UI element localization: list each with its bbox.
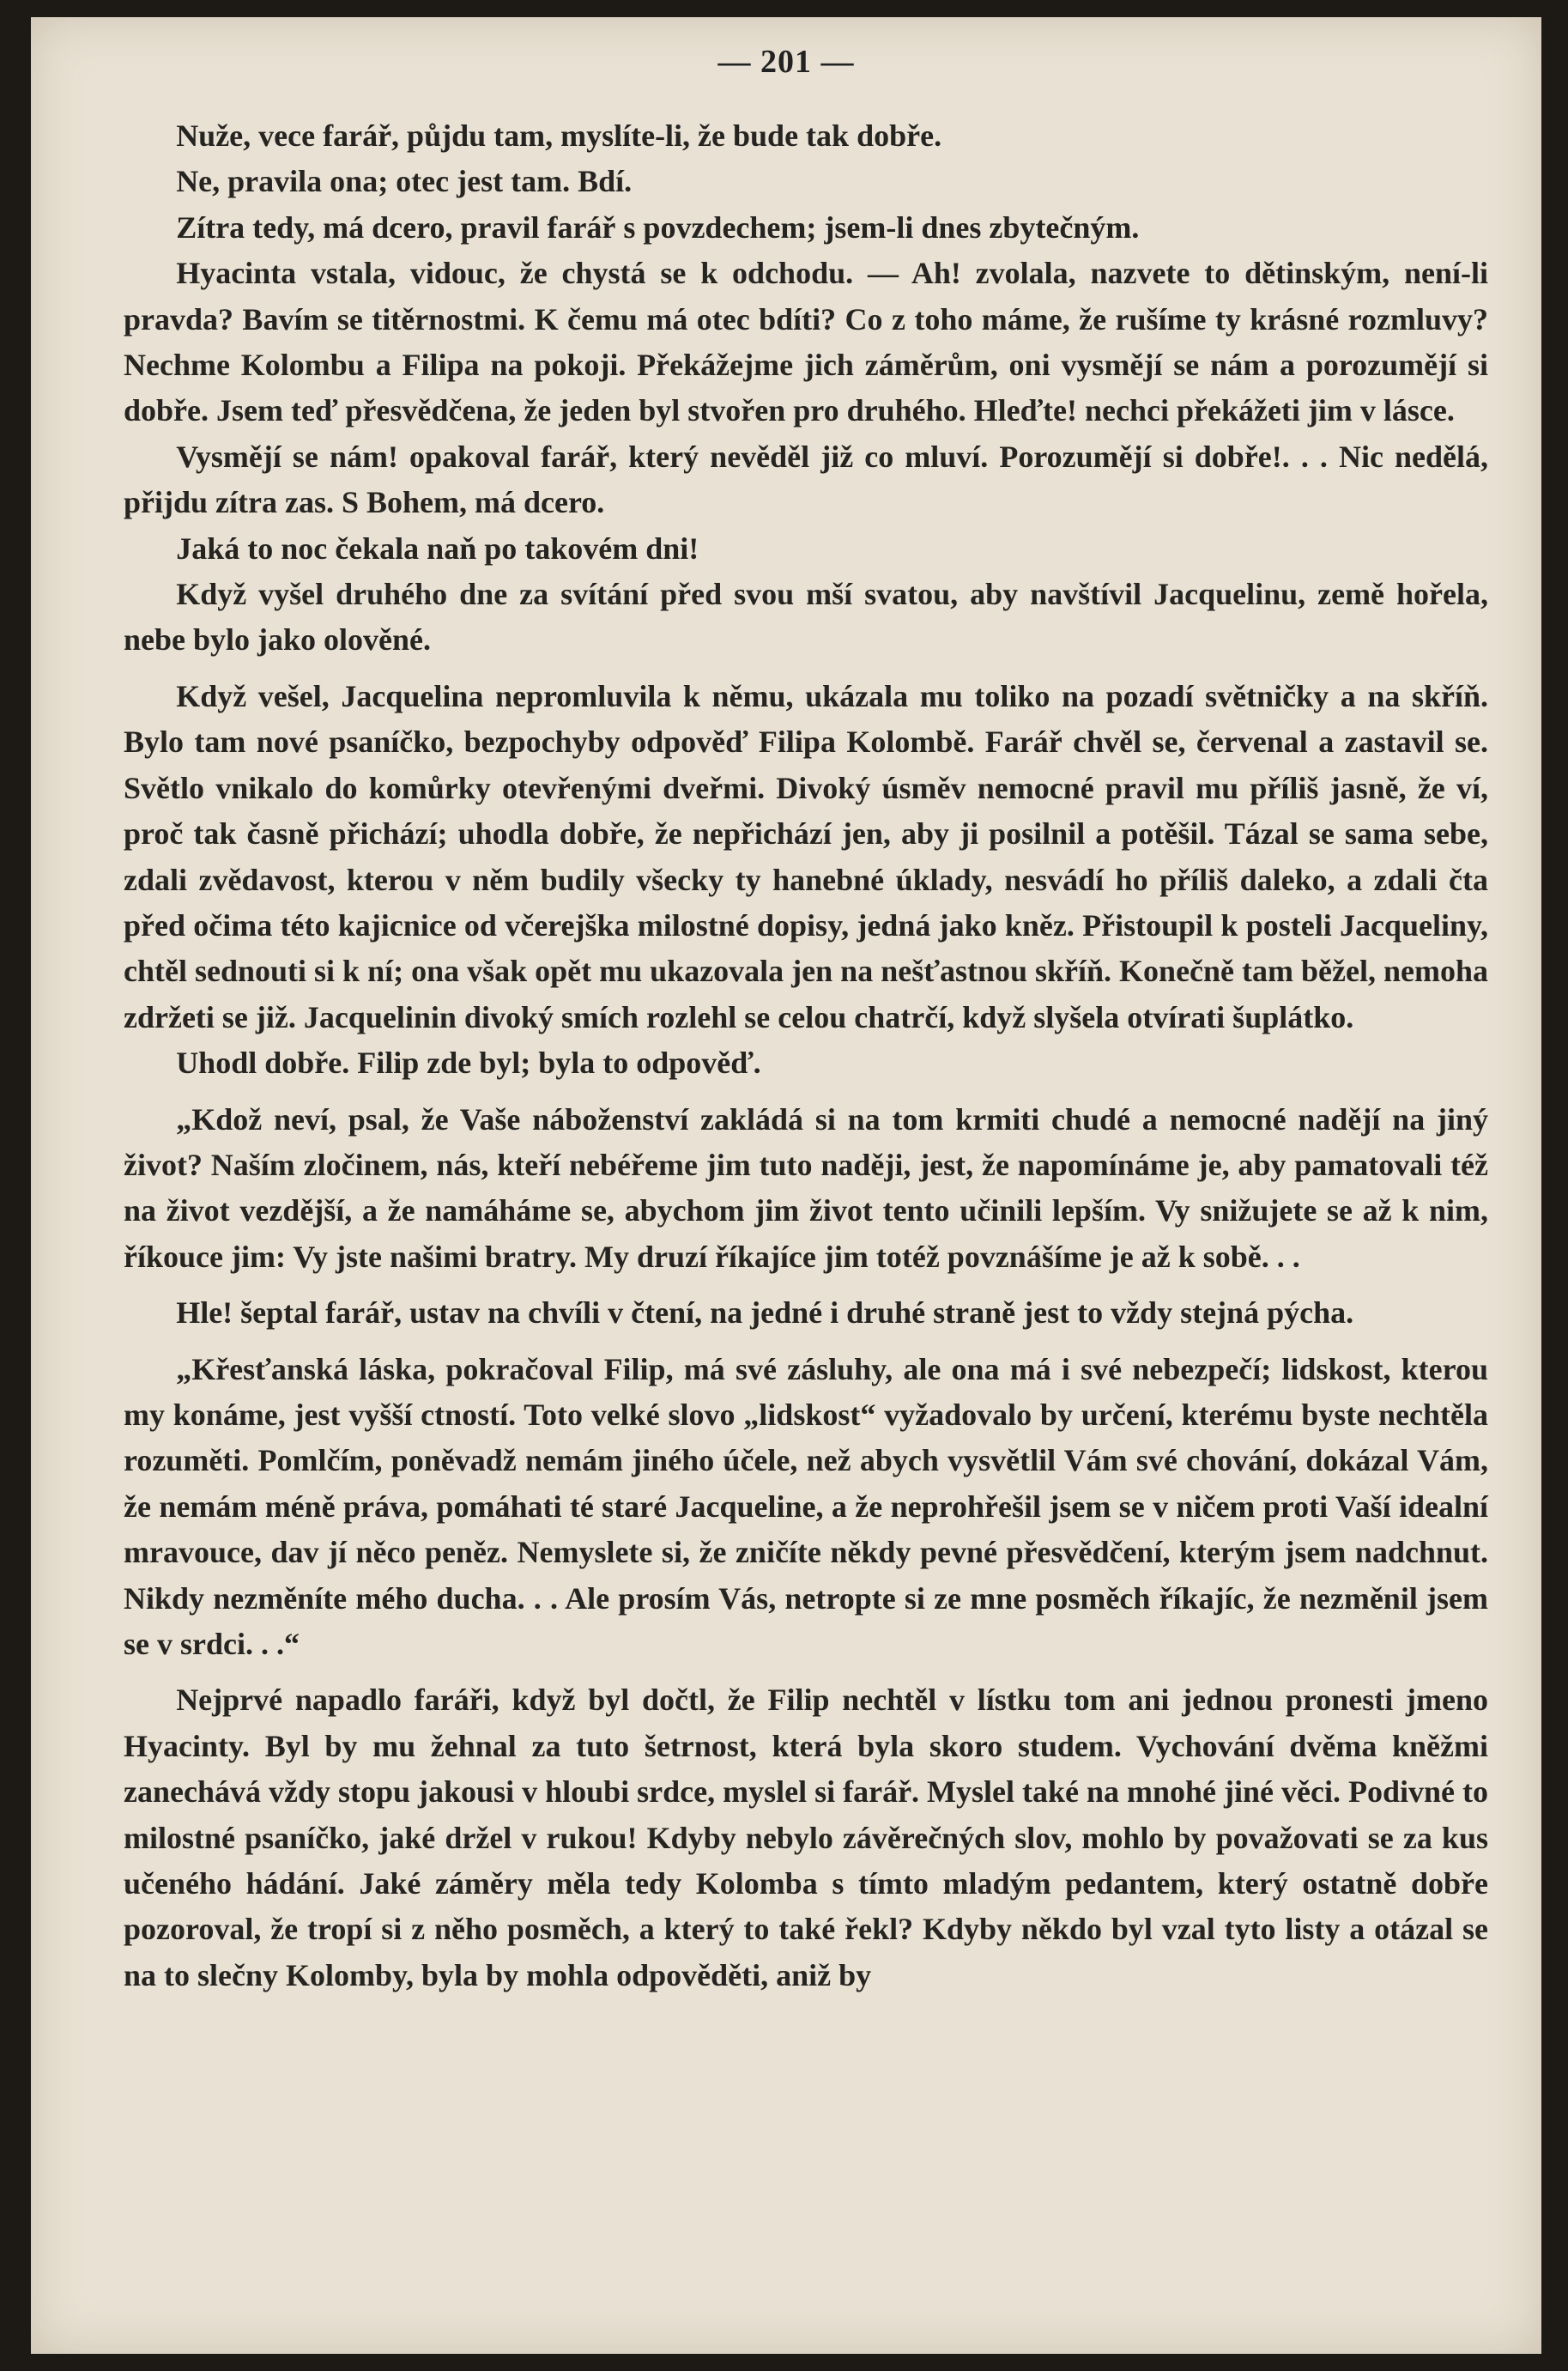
paragraph: Když vešel, Jacquelina nepromluvila k němu, ukázala mu toliko na pozadí světničky a na skříň. Bylo tam nové psaníčko, bezpochyby odpověď Filipa Kolombě. Farář chvěl se, červenal a zastavil se. Světlo vnikalo do komůrky otevřenými dveřmi. Divoký úsměv nemocné pravil mu příliš jasně, že ví, proč tak časně přichází; uhodla dobře, že nepřichází jen, aby ji posilnil a potěšil. Tázal se sama sebe, zdali zvědavost, kterou v něm budily všecky ty hanebné úklady, nesvádí ho příliš daleko, a zdali čta před očima této kajicnice od včerejška milostné dopisy, jedná jako kněz. Přistoupil k posteli Jacqueliny, chtěl sednouti si k ní; ona však opět mu ukazovala jen na nešťastnou skříň. Konečně tam běžel, nemoha zdržeti se již. Jacquelinin divoký smích rozlehl se celou chatrčí, když slyšela otvírati šuplátko. xyxy=(124,678,1488,1034)
paragraph: Jaká to noc čekala naň po takovém dni! xyxy=(176,531,699,566)
paragraph: Uhodl dobře. Filip zde byl; byla to odpověď. xyxy=(176,1046,761,1081)
book-page xyxy=(31,17,1541,2354)
body-text xyxy=(124,113,1488,1998)
paragraph: Když vyšel druhého dne za svítání před svou mší svatou, aby navštívil Jacquelinu, země hořela, nebe bylo jako olověné. xyxy=(124,577,1488,658)
paragraph: Nejprvé napadlo faráři, když byl dočtl, že Filip nechtěl v lístku tom ani jednou pronesti jmeno Hyacinty. Byl by mu žehnal za tuto šetrnost, která byla skoro studem. Vychování dvěma kněžmi zanechává vždy stopu jakousi v hloubi srdce, myslel si farář. Myslel také na mnohé jiné věci. Podivné to milostné psaníčko, jaké držel v rukou! Kdyby nebylo závěrečných slov, mohlo by považovati se za kus učeného hádání. Jaké záměry měla tedy Kolomba s tímto mladým pedantem, který ostatně dobře pozoroval, že tropí si z něho posměch, a který to také řekl? Kdyby někdo byl vzal tyto listy a otázal se na to slečny Kolomby, byla by mohla odpověděti, aniž by xyxy=(124,1683,1488,1992)
page-number-header: — 201 — xyxy=(717,44,855,80)
paragraph: „Kdož neví, psal, že Vaše náboženství zakládá si na tom krmiti chudé a nemocné nadějí na jiný život? Naším zločinem, nás, kteří nebéřeme jim tuto naději, jest, že napomínáme je, aby pamatovali též na život vezdější, a že namáháme se, abychom jim život tento učinili lepším. Vy snižujete se až k nim, říkouce jim: Vy jste našimi bratry. My druzí říkajíce jim totéž povznášíme je až k sobě. . . xyxy=(124,1101,1488,1274)
paragraph: Vysmějí se nám! opakoval farář, který nevěděl již co mluví. Porozumějí si dobře!. . . Nic nedělá, přijdu zítra zas. S Bohem, má dcero. xyxy=(124,439,1488,520)
paragraph: Hyacinta vstala, vidouc, že chystá se k odchodu. — Ah! zvolala, nazvete to dětinským, není-li pravda? Bavím se titěrnostmi. K čemu má otec bdíti? Co z toho máme, že rušíme ty krásné rozmluvy? Nechme Kolombu a Filipa na pokoji. Překážejme jich záměrům, oni vysmějí se nám a porozumějí si dobře. Jsem teď přesvědčena, že jeden byl stvořen pro druhého. Hleďte! nechci překážeti jim v lásce. xyxy=(124,256,1488,428)
paragraph: Nuže, vece farář, půjdu tam, myslíte-li, že bude tak dobře. xyxy=(176,118,942,153)
paragraph: Ne, pravila ona; otec jest tam. Bdí. xyxy=(176,164,633,199)
paragraph: Zítra tedy, má dcero, pravil farář s povzdechem; jsem-li dnes zbytečným. xyxy=(176,209,1140,245)
paragraph: „Křesťanská láska, pokračoval Filip, má své zásluhy, ale ona má i své nebezpečí; lidskost, kterou my konáme, jest vyšší ctností. Toto velké slovo „lidskost“ vyžadovalo by určení, kterému byste nechtěla rozuměti. Pomlčím, poněvadž nemám jiného účele, než abych vysvětlil Vám své chování, dokázal Vám, že nemám méně práva, pomáhati té staré Jacqueline, a že neprohřešil jsem se v ničem proti Vaší idealní mravouce, dav jí něco peněz. Nemyslete si, že zničíte někdy pevné přesvědčení, kterým jsem nadchnut. Nikdy nezměníte mého ducha. . . Ale prosím Vás, netropte si ze mne posměch říkajíc, že nezměnil jsem se v srdci. . .“ xyxy=(124,1351,1488,1661)
paragraph: Hle! šeptal farář, ustav na chvíli v čtení, na jedné i druhé straně jest to vždy stejná pýcha. xyxy=(176,1295,1354,1331)
